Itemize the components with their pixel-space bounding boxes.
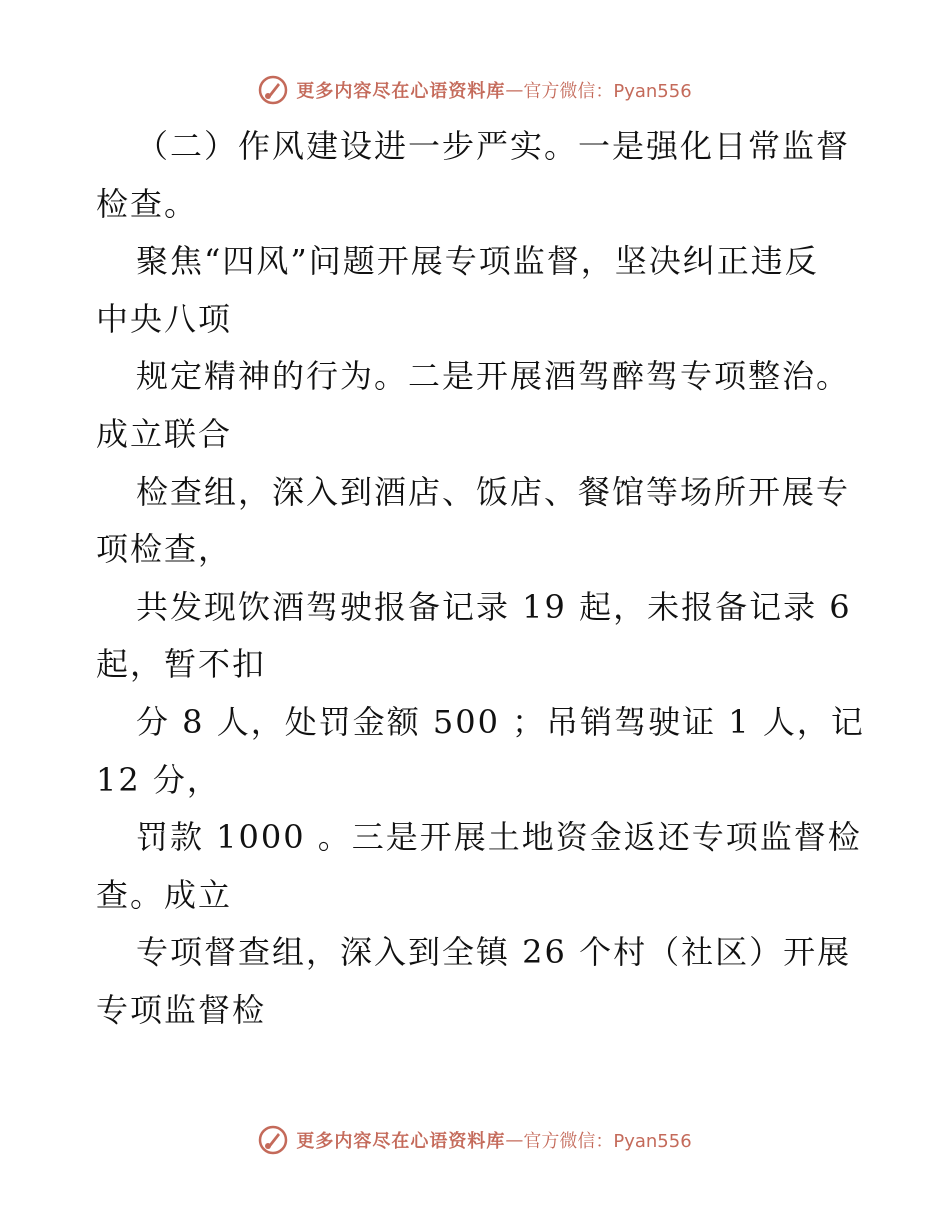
text-line: 检查。	[96, 184, 199, 223]
watermark-brand: 更多内容尽在心语资料库	[296, 81, 506, 102]
quill-seal-icon	[258, 75, 288, 105]
text-line: 检查组，深入到酒店、饭店、餐馆等场所开展专	[136, 472, 851, 511]
body-text	[96, 118, 865, 1040]
header-watermark	[0, 70, 950, 110]
text-line: 分 8 人，处罚金额 500 ；吊销驾驶证 1 人，记	[136, 702, 865, 741]
footer-watermark	[0, 1120, 950, 1160]
watermark-contact: 官方微信：Pyan556	[523, 81, 692, 102]
text-line: 专项督查组，深入到全镇 26 个村（社区）开展	[136, 933, 852, 972]
quill-seal-icon	[258, 1125, 288, 1155]
text-line: 查。成立	[96, 875, 233, 914]
text-line: 中央八项	[96, 299, 233, 338]
watermark-brand: 更多内容尽在心语资料库	[296, 1131, 506, 1152]
text-line: 聚焦“四风”问题开展专项监督，坚决纠正违反	[136, 242, 819, 281]
text-line: 起，暂不扣	[96, 645, 267, 684]
text-line: 12 分，	[96, 760, 221, 799]
watermark-separator: —	[505, 1129, 524, 1151]
text-line: （二）作风建设进一步严实。一是强化日常监督	[136, 127, 851, 165]
watermark-separator: —	[505, 79, 524, 101]
text-line: 共发现饮酒驾驶报备记录 19 起，未报备记录 6	[136, 587, 852, 626]
text-line: 项检查，	[96, 530, 233, 569]
text-line: 罚款 1000 。三是开展土地资金返还专项监督检	[136, 818, 862, 857]
text-line: 专项监督检	[96, 990, 267, 1029]
text-line: 规定精神的行为。二是开展酒驾醉驾专项整治。	[136, 357, 851, 396]
watermark-contact: 官方微信：Pyan556	[523, 1131, 692, 1152]
text-line: 成立联合	[96, 414, 233, 453]
